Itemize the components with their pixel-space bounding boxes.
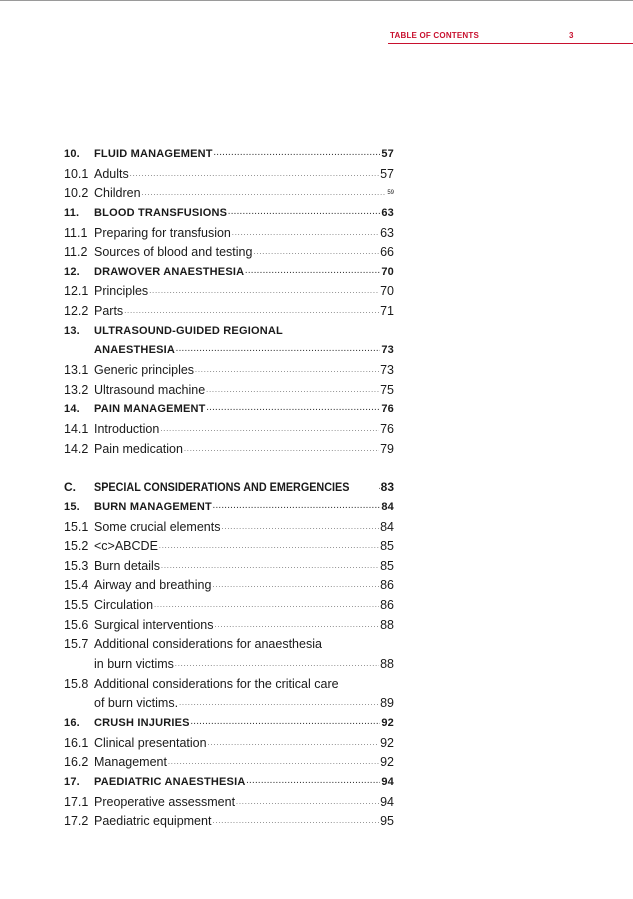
dot-leader	[232, 224, 379, 244]
table-of-contents	[64, 145, 394, 832]
dot-leader	[184, 440, 379, 460]
toc-entry-page: 70	[381, 265, 394, 278]
toc-entry-number: 12.	[64, 265, 80, 278]
toc-chapter-entry[interactable]	[64, 773, 394, 793]
dot-leader	[124, 302, 379, 322]
toc-entry-number: 16.2	[64, 755, 89, 770]
dot-leader	[221, 518, 379, 538]
toc-entry-number: 14.1	[64, 421, 89, 436]
toc-entry-number: 15.2	[64, 539, 89, 554]
dot-leader	[154, 596, 379, 616]
toc-entry-page: 86	[380, 598, 394, 613]
toc-entry-number: 11.1	[64, 225, 88, 240]
toc-part-heading[interactable]	[64, 478, 394, 498]
toc-entry-title: Introduction	[94, 421, 160, 436]
toc-entry[interactable]	[64, 165, 394, 185]
toc-entry-page: 57	[381, 148, 394, 160]
toc-entry-page: 89	[380, 696, 394, 711]
toc-entry-number: 10.1	[64, 166, 89, 181]
toc-entry-title: Circulation	[94, 598, 154, 613]
top-rule	[0, 0, 633, 1]
toc-entry-number: 16.	[64, 716, 80, 729]
toc-entry-number: 15.7	[64, 637, 89, 652]
toc-entry-title: SPECIAL CONSIDERATIONS AND EMERGENCIES	[94, 480, 350, 495]
toc-chapter-entry[interactable]	[64, 341, 394, 361]
toc-entry-page: 75	[380, 382, 394, 397]
toc-chapter-entry[interactable]	[64, 498, 394, 518]
dot-leader	[214, 144, 381, 164]
toc-entry[interactable]	[64, 675, 394, 695]
dot-leader	[179, 694, 379, 714]
toc-entry[interactable]	[64, 734, 394, 754]
dot-leader	[175, 655, 379, 675]
dot-leader	[215, 616, 380, 636]
running-header	[388, 31, 633, 44]
toc-entry-number: 16.1	[64, 735, 89, 750]
dot-leader	[176, 340, 380, 360]
toc-chapter-entry[interactable]	[64, 714, 394, 734]
dot-leader	[142, 184, 387, 204]
toc-entry[interactable]	[64, 243, 394, 263]
toc-entry-page: 59	[387, 190, 394, 197]
toc-entry[interactable]	[64, 793, 394, 813]
toc-entry[interactable]	[64, 557, 394, 577]
toc-entry-number: 15.5	[64, 598, 89, 613]
toc-entry-number: 15.3	[64, 558, 89, 573]
toc-entry-title: FLUID MANAGEMENT	[94, 148, 213, 160]
toc-entry[interactable]	[64, 282, 394, 302]
toc-entry[interactable]	[64, 753, 394, 773]
toc-chapter-entry[interactable]	[64, 400, 394, 420]
toc-entry-number: 17.2	[64, 814, 89, 829]
toc-entry[interactable]	[64, 694, 394, 714]
toc-entry-page: 92	[381, 716, 394, 729]
toc-entry-number: 14.2	[64, 441, 89, 456]
dot-leader	[161, 557, 379, 577]
toc-entry-page: 71	[380, 304, 394, 319]
dot-leader	[160, 420, 379, 440]
dot-leader	[379, 478, 380, 498]
toc-entry-title: Burn details	[94, 558, 161, 573]
toc-entry-page: 73	[380, 363, 394, 378]
toc-entry-title: Preoperative assessment	[94, 794, 236, 809]
toc-entry-number: 13.	[64, 324, 80, 337]
toc-entry-title: in burn victims	[94, 657, 174, 672]
toc-chapter-entry[interactable]	[64, 145, 394, 165]
toc-entry-title: Preparing for transfusion	[94, 225, 231, 240]
dot-leader	[130, 165, 379, 185]
dot-leader	[228, 203, 380, 223]
toc-entry-title: <c>ABCDE	[94, 539, 158, 554]
toc-entry-title: Airway and breathing	[94, 578, 212, 593]
toc-entry-title: DRAWOVER ANAESTHESIA	[94, 265, 245, 278]
dot-leader	[206, 381, 379, 401]
toc-entry[interactable]	[64, 184, 394, 204]
toc-entry-title: ANAESTHESIA	[94, 344, 176, 357]
toc-entry-title: CRUSH INJURIES	[94, 716, 190, 729]
toc-entry-title: Additional considerations for anaesthesia	[94, 637, 322, 652]
toc-entry-number: C.	[64, 480, 76, 495]
toc-entry-page: 76	[381, 403, 394, 416]
toc-entry[interactable]	[64, 518, 394, 538]
toc-entry-number: 17.	[64, 775, 80, 788]
toc-entry[interactable]	[64, 302, 394, 322]
toc-entry-page: 84	[381, 500, 394, 513]
dot-leader	[149, 282, 379, 302]
toc-entry-number: 13.2	[64, 382, 89, 397]
dot-leader	[207, 399, 381, 419]
toc-entry-page: 76	[380, 421, 394, 436]
toc-entry[interactable]	[64, 381, 394, 401]
toc-entry-number: 15.8	[64, 676, 89, 691]
toc-entry-title: Paediatric equipment	[94, 814, 212, 829]
toc-entry-title: BURN MANAGEMENT	[94, 500, 212, 513]
dot-leader	[245, 262, 380, 282]
toc-entry-page: 63	[381, 206, 394, 219]
dot-leader	[253, 243, 379, 263]
dot-leader	[213, 497, 380, 517]
toc-entry[interactable]	[64, 224, 394, 244]
toc-entry-page: 95	[380, 814, 394, 829]
toc-entry-page: 70	[380, 284, 394, 299]
toc-entry-title: BLOOD TRANSFUSIONS	[94, 206, 228, 219]
dot-leader	[212, 812, 379, 832]
toc-entry[interactable]	[64, 616, 394, 636]
toc-entry-title: Additional considerations for the critical care	[94, 676, 339, 691]
toc-entry-page: 94	[381, 775, 394, 788]
page-number: 3	[569, 31, 574, 40]
toc-entry-page: 85	[380, 539, 394, 554]
toc-entry-title: Principles	[94, 284, 149, 299]
toc-entry-page: 88	[380, 617, 394, 632]
toc-entry-page: 84	[380, 519, 394, 534]
toc-entry-number: 15.4	[64, 578, 89, 593]
toc-entry-title: PAEDIATRIC ANAESTHESIA	[94, 775, 246, 788]
dot-leader	[159, 537, 379, 557]
toc-entry-page: 94	[380, 794, 394, 809]
toc-entry-title: ULTRASOUND-GUIDED REGIONAL	[94, 324, 283, 337]
toc-entry-page: 85	[380, 558, 394, 573]
toc-entry-title: PAIN MANAGEMENT	[94, 403, 206, 416]
toc-entry-page: 57	[380, 166, 394, 181]
toc-entry-page: 63	[380, 225, 394, 240]
toc-entry-page: 92	[380, 735, 394, 750]
toc-entry-title: Management	[94, 755, 167, 770]
toc-entry-page: 66	[380, 245, 394, 260]
toc-entry[interactable]	[64, 440, 394, 460]
toc-entry-title: Surgical interventions	[94, 617, 214, 632]
toc-chapter-entry[interactable]	[64, 322, 394, 342]
toc-entry-number: 10.2	[64, 186, 89, 201]
toc-entry-page: 88	[380, 657, 394, 672]
toc-entry-number: 11.2	[64, 245, 88, 260]
toc-entry-number: 15.6	[64, 617, 89, 632]
toc-entry-title: Adults	[94, 166, 129, 181]
toc-entry[interactable]	[64, 361, 394, 381]
toc-entry-title: Ultrasound machine	[94, 382, 206, 397]
toc-entry-page: 73	[381, 344, 394, 357]
toc-entry-title: Pain medication	[94, 441, 183, 456]
toc-entry-title: Some crucial elements	[94, 519, 221, 534]
toc-entry-number: 11.	[64, 206, 80, 219]
toc-entry-title: of burn victims.	[94, 696, 179, 711]
toc-entry-title: Generic principles	[94, 363, 195, 378]
toc-entry-title: Children	[94, 186, 141, 201]
toc-entry-title: Parts	[94, 304, 124, 319]
dot-leader	[168, 753, 379, 773]
toc-entry-page: 92	[380, 755, 394, 770]
toc-entry-number: 10.	[64, 148, 80, 160]
toc-entry[interactable]	[64, 576, 394, 596]
dot-leader	[236, 793, 379, 813]
dot-leader	[195, 361, 379, 381]
toc-entry-title: Clinical presentation	[94, 735, 207, 750]
toc-chapter-entry[interactable]	[64, 204, 394, 224]
section-gap	[64, 459, 394, 478]
toc-entry-number: 15.	[64, 500, 80, 513]
toc-entry-title: Sources of blood and testing	[94, 245, 253, 260]
dot-leader	[191, 713, 381, 733]
toc-entry[interactable]	[64, 420, 394, 440]
toc-entry[interactable]	[64, 635, 394, 655]
toc-entry-page: 86	[380, 578, 394, 593]
toc-entry-number: 12.1	[64, 284, 89, 299]
toc-entry-page: 83	[380, 480, 394, 495]
toc-entry-number: 14.	[64, 403, 80, 416]
dot-leader	[212, 576, 379, 596]
toc-chapter-entry[interactable]	[64, 263, 394, 283]
toc-entry-number: 15.1	[64, 519, 89, 534]
toc-entry[interactable]	[64, 812, 394, 832]
toc-entry[interactable]	[64, 596, 394, 616]
dot-leader	[208, 734, 380, 754]
toc-entry-number: 12.2	[64, 304, 89, 319]
toc-entry[interactable]	[64, 537, 394, 557]
toc-entry-number: 13.1	[64, 363, 89, 378]
toc-entry-page: 79	[380, 441, 394, 456]
dot-leader	[246, 772, 380, 792]
running-header-title: TABLE OF CONTENTS	[390, 31, 480, 40]
toc-entry-number: 17.1	[64, 794, 89, 809]
toc-entry[interactable]	[64, 655, 394, 675]
